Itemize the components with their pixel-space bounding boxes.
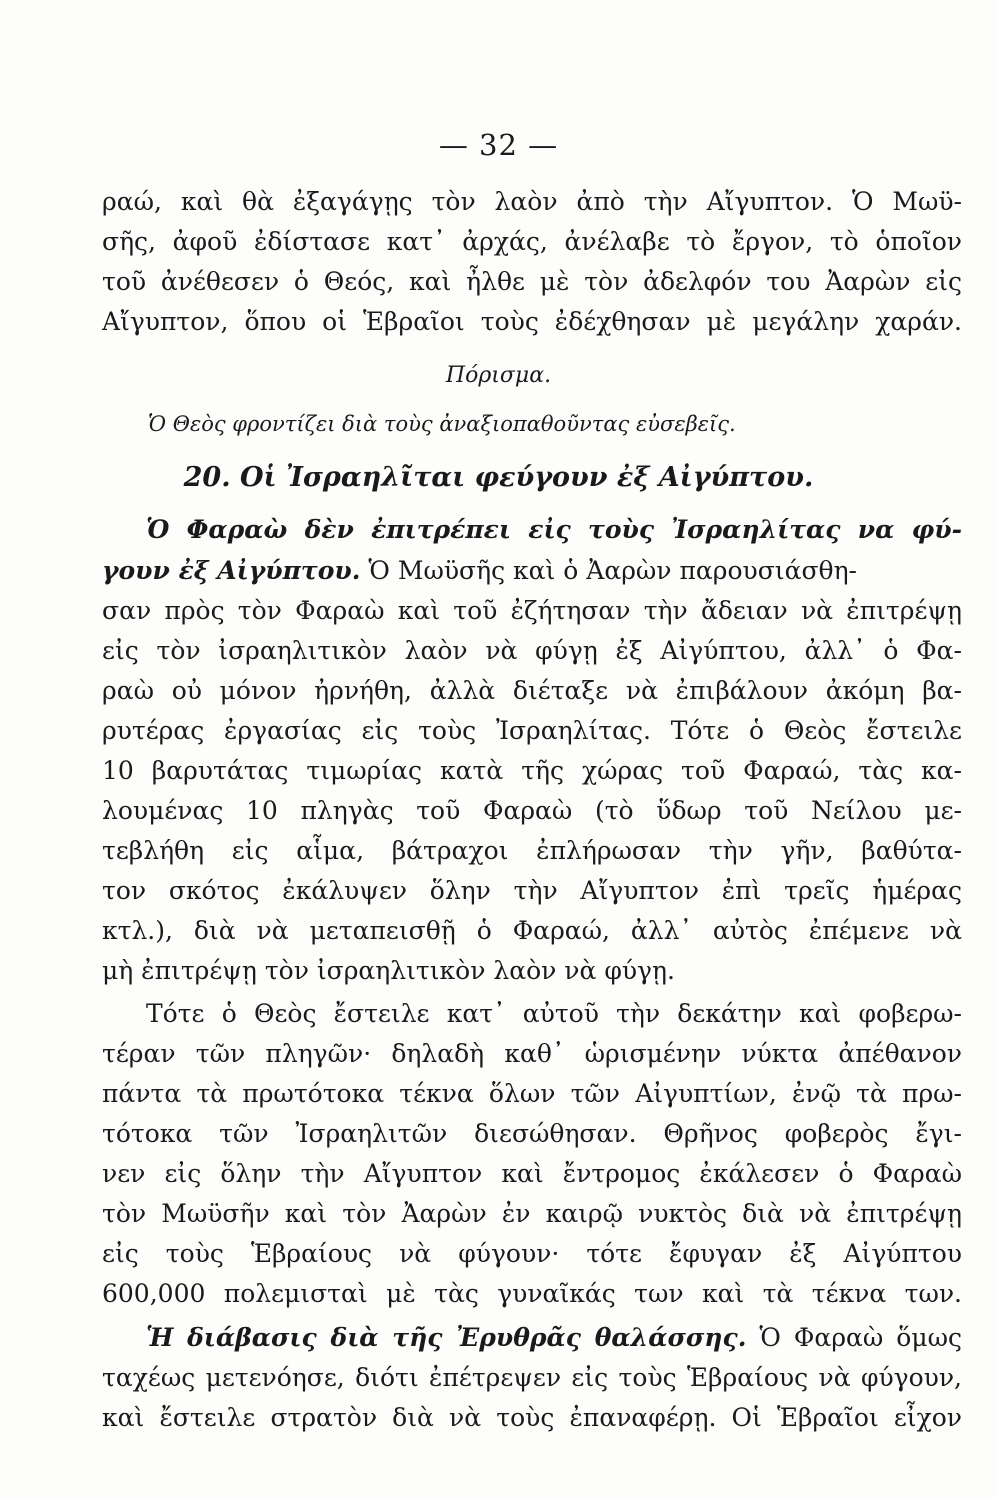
text-line: τὸν Μωϋσῆν καὶ τὸν Ἀαρὼν ἐν καιρῷ νυκτὸς διὰ νὰ ἐπιτρέψῃ — [102, 1199, 962, 1228]
text-line: λουμένας 10 πληγὰς τοῦ Φαραὼ (τὸ ὕδωρ τοῦ Νείλου με- — [102, 796, 962, 825]
text-line: σαν πρὸς τὸν Φαραὼ καὶ τοῦ ἐζήτησαν τὴν ἄδειαν νὰ ἐπιτρέψῃ — [102, 596, 962, 625]
text-line: πάντα τὰ πρωτότοκα τέκνα ὅλων τῶν Αἰγυπτίων, ἐνῷ τὰ πρω- — [102, 1079, 962, 1108]
text-span: Ὁ Φαραὼ ὅμως — [746, 1323, 962, 1352]
text-span: Ὁ Μωϋσῆς καὶ ὁ Ἀαρὼν παρουσιάσθη- — [360, 556, 858, 585]
text-line: ραώ, καὶ θὰ ἐξαγάγῃς τὸν λαὸν ἀπὸ τὴν Αἴγυπτον. Ὁ Μωϋ- — [102, 187, 962, 216]
text-line: Αἴγυπτον, ὅπου οἱ Ἑβραῖοι τοὺς ἐδέχθησαν μὲ μεγάλην χαράν. — [102, 307, 962, 336]
text-line: ραὼ οὐ μόνον ἠρνήθη, ἀλλὰ διέταξε νὰ ἐπιβάλουν ἀκόμη βα- — [102, 676, 962, 705]
text-line — [102, 551, 962, 591]
text-line: Τότε ὁ Θεὸς ἔστειλε κατ᾽ αὐτοῦ τὴν δεκάτην καὶ φοβερω- — [146, 999, 962, 1028]
text-line: εἰς τὸν ἰσραηλιτικὸν λαὸν νὰ φύγῃ ἐξ Αἰγύπτου, ἀλλ᾽ ὁ Φα- — [102, 636, 962, 665]
text-line: 600,000 πολεμισταὶ μὲ τὰς γυναῖκάς των καὶ τὰ τέκνα των. — [102, 1279, 962, 1308]
corollary-heading: Πόρισμα. — [445, 363, 552, 388]
text-line: τον σκότος ἐκάλυψεν ὅλην τὴν Αἴγυπτον ἐπὶ τρεῖς ἡμέρας — [102, 876, 962, 905]
paragraph-heading: Ὁ Φαραὼ δὲν ἐπιτρέπει εἰς τοὺς Ἰσραηλίτας να φύ- — [146, 515, 962, 544]
text-line: τοῦ ἀνέθεσεν ὁ Θεός, καὶ ἦλθε μὲ τὸν ἀδελφόν του Ἀαρὼν εἰς — [102, 267, 962, 296]
text-line: τότοκα τῶν Ἰσραηλιτῶν διεσώθησαν. Θρῆνος φοβερὸς ἔγι- — [102, 1119, 962, 1148]
paragraph-heading-end: γουν ἐξ Αἰγύπτου. — [102, 556, 361, 585]
text-line: κτλ.), διὰ νὰ μεταπεισθῇ ὁ Φαραώ, ἀλλ᾽ αὐτὸς ἐπέμενε νὰ — [102, 916, 962, 945]
chapter-title: 20. Οἱ Ἰσραηλῖται φεύγουν ἐξ Αἰγύπτου. — [183, 462, 814, 493]
text-line: ρυτέρας ἐργασίας εἰς τοὺς Ἰσραηλίτας. Τότε ὁ Θεὸς ἔστειλε — [102, 716, 962, 745]
text-line: μὴ ἐπιτρέψῃ τὸν ἰσραηλιτικὸν λαὸν νὰ φύγῃ. — [102, 956, 675, 985]
text-line: ταχέως μετενόησε, διότι ἐπέτρεψεν εἰς τοὺς Ἑβραίους νὰ φύγουν, — [102, 1363, 962, 1392]
corollary-text: Ὁ Θεὸς φροντίζει διὰ τοὺς ἀναξιοπαθοῦντας εὐσεβεῖς. — [148, 412, 736, 436]
page-number: — 32 — — [438, 128, 559, 162]
text-line: νεν εἰς ὅλην τὴν Αἴγυπτον καὶ ἔντρομος ἐκάλεσεν ὁ Φαραὼ — [102, 1159, 962, 1188]
paragraph-heading: Ἡ διάβασις διὰ τῆς Ἐρυθρᾶς θαλάσσης. — [146, 1323, 747, 1352]
text-line: καὶ ἔστειλε στρατὸν διὰ νὰ τοὺς ἐπαναφέρῃ. Οἱ Ἑβραῖοι εἶχον — [102, 1403, 962, 1432]
text-line: σῆς, ἀφοῦ ἐδίστασε κατ᾽ ἀρχάς, ἀνέλαβε τὸ ἔργον, τὸ ὁποῖον — [102, 227, 962, 256]
text-line: 10 βαρυτάτας τιμωρίας κατὰ τῆς χώρας τοῦ Φαραώ, τὰς κα- — [102, 756, 962, 785]
text-line — [146, 1318, 962, 1358]
text-line: τεβλήθη εἰς αἷμα, βάτραχοι ἐπλήρωσαν τὴν γῆν, βαθύτα- — [102, 836, 962, 865]
text-line: τέραν τῶν πληγῶν· δηλαδὴ καθ᾽ ὡρισμένην νύκτα ἀπέθανον — [102, 1039, 962, 1068]
text-line: εἰς τοὺς Ἑβραίους νὰ φύγουν· τότε ἔφυγαν ἐξ Αἰγύπτου — [102, 1239, 962, 1268]
